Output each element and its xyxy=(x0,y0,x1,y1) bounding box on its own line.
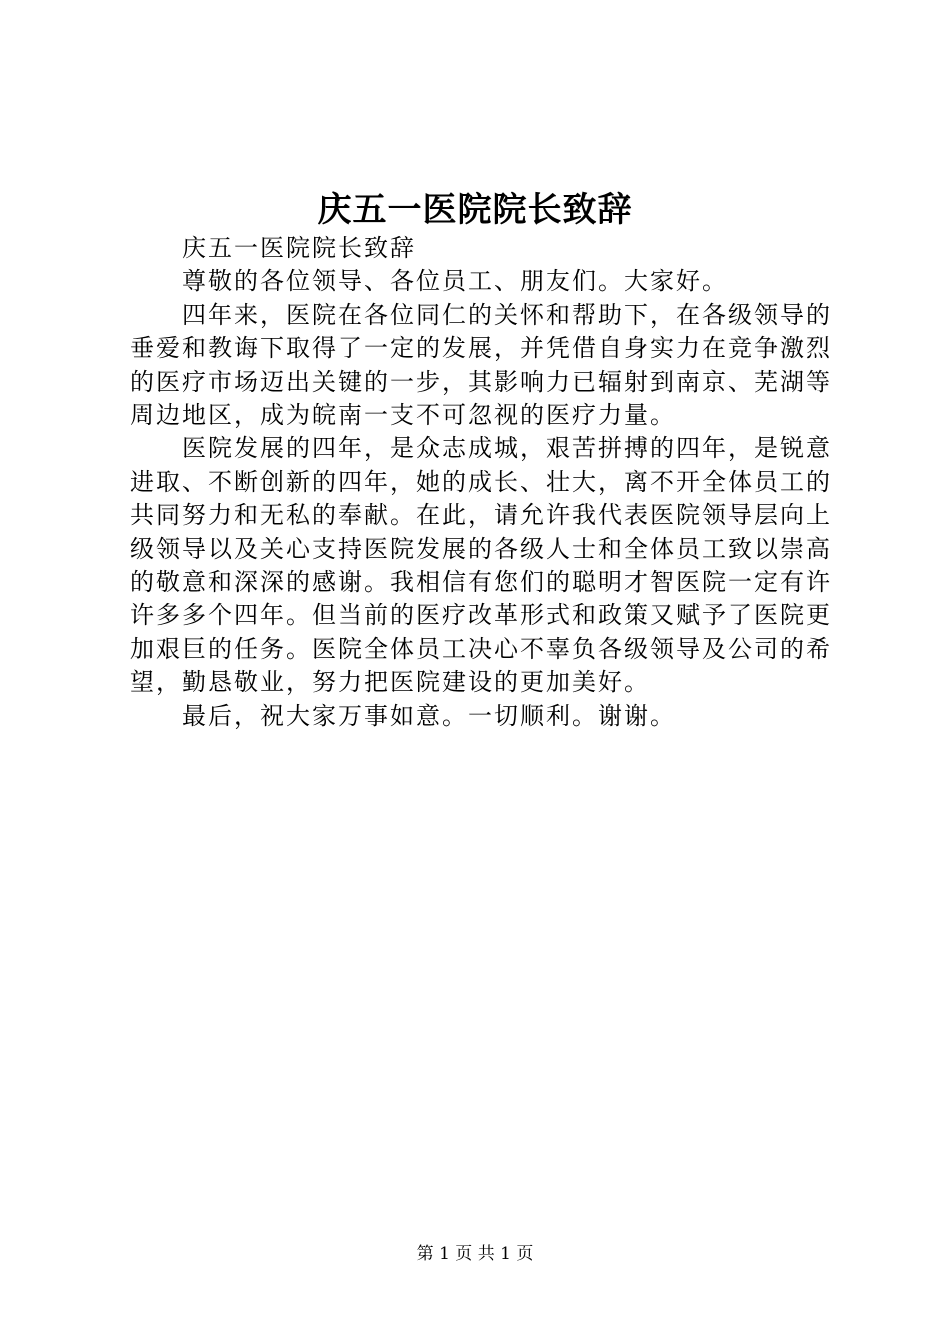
page-footer: 第 1 页 共 1 页 xyxy=(416,1244,534,1264)
paragraph-heading-repeat: 庆五一医院院长致辞 xyxy=(182,234,416,262)
paragraph-development: 医院发展的四年，是众志成城，艰苦拼搏的四年，是锐意进取、不断创新的四年，她的成长、壮大，离不开全体员工的共同努力和无私的奉献。在此，请允许我代表医院领导层向上级领导以及关心支持医院发展的各级人士和全体员工致以崇高的敬意和深深的感谢。我相信有您们的聪明才智医院一定有许许多多个四年。但当前的医疗改革形式和政策又赋予了医院更加艰巨的任务。医院全体员工决心不辜负各级领导及公司的希望，勤恳敬业，努力把医院建设的更加美好。 xyxy=(130,434,832,697)
paragraph-four-years: 四年来，医院在各位同仁的关怀和帮助下，在各级领导的垂爱和教诲下取得了一定的发展，并凭借自身实力在竞争激烈的医疗市场迈出关键的一步，其影响力已辐射到南京、芜湖等周边地区，成为皖南一支不可忽视的医疗力量。 xyxy=(130,300,832,430)
paragraph-closing: 最后，祝大家万事如意。一切顺利。谢谢。 xyxy=(182,701,676,730)
document-title: 庆五一医院院长致辞 xyxy=(317,190,633,230)
paragraph-greeting: 尊敬的各位领导、各位员工、朋友们。大家好。 xyxy=(182,267,728,296)
document-body xyxy=(130,232,832,733)
